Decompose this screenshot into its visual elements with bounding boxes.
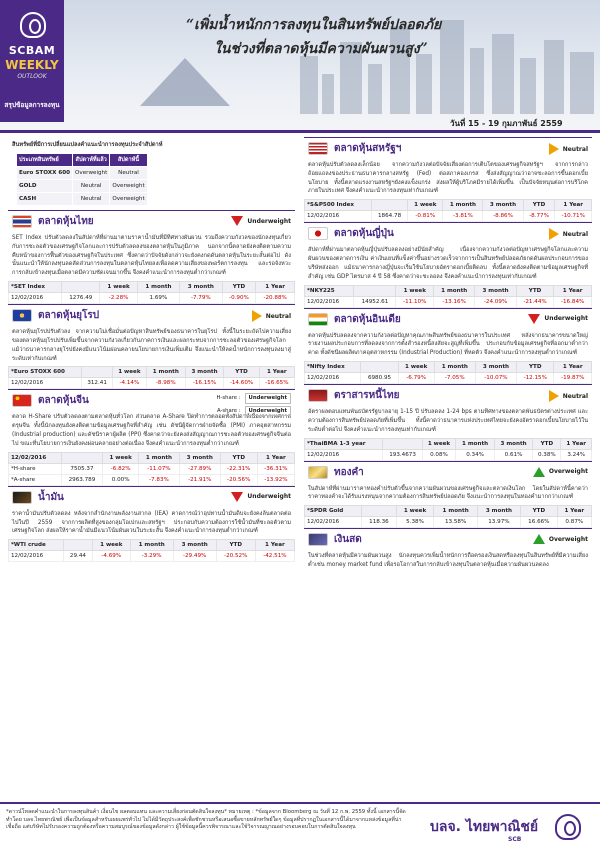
rating-label: Neutral	[562, 145, 588, 153]
performance-header-row	[305, 200, 592, 211]
section-china	[8, 389, 295, 485]
mountain-graphic	[140, 58, 230, 106]
row-index: *H-share	[9, 463, 62, 474]
left-column	[8, 137, 295, 562]
period-header: 1 month	[146, 367, 185, 378]
performance-table	[8, 452, 295, 486]
rating-label: Neutral	[265, 312, 291, 320]
section-body: ตลาดหุ้นปรับลดลงจากความกังวลต่อปัญหาคุณภาพสินทรัพย์ของธนาคารในประเทศ หลังจากธนาคารขนาดใหญ่รายงานผลประกอบการที่ลดลงจากการตั้งสำรองหนี้สงสัยจะสูญที่เพิ่มขึ้น ประกอบกับข้อมูลเศรษฐกิจที่ออกมาต่ำกว่าคาด ทั้งดัชนีผลผลิตภาคอุตสาหกรรม (Industrial Production) ที่หดตัว จึงคงคำแนะนำการลงทุนต่ำกว่าเกณฑ์	[308, 332, 588, 357]
section-body: ราคาน้ำมันปรับตัวลดลง หลังจากสำนักงานพลังงานสากล (IEA) คาดการณ์ว่าอุปทานน้ำมันดิบจะยังคงล้นตลาดต่อไปในปี 2559 จากการผลิตที่สูงของกลุ่มโอเปกและสหรัฐฯ ประกอบกับความต้องการใช้น้ำมันที่ชะลอตัวตามเศรษฐกิจโลก ส่งผลให้ราคาน้ำมันมีแนวโน้มผันผวนในระยะสั้น จึงคงคำแนะนำการลงทุนต่ำกว่าเกณฑ์	[12, 510, 291, 535]
section-body: ตลาดหุ้นยุโรปปรับตัวลง จากความไม่เชื่อมั่นต่อปัญหาสินทรัพย์ของธนาคารในยุโรป ทั้งนี้ในระยะถัดไปความเสี่ยงของตลาดหุ้นยุโรปปรับเพิ่มขึ้นจากความกังวลเกี่ยวกับภาคการเงินและผลกระทบจากการชะลอตัวของเศรษฐกิจโลก แม้ว่าธนาคารกลางยุโรปยังคงมีแนวโน้มผ่อนคลายนโยบายการเงินเพิ่มเติม จึงแนะนำให้ลดน้ำหนักการลงทุนลงมาสู่ระดับเท่ากับเกณฑ์	[12, 329, 291, 362]
table-date: 12/02/2016	[9, 452, 62, 463]
period-header: YTD	[222, 282, 256, 293]
perf-value: -0.81%	[408, 211, 443, 222]
header-blank	[63, 540, 92, 551]
arrow-down-icon	[231, 492, 243, 502]
period-header: 1 week	[396, 285, 434, 296]
hshare-rating	[216, 393, 291, 403]
perf-value: -8.98%	[146, 378, 185, 389]
row-date: 12/02/2016	[9, 378, 82, 389]
performance-header-row	[305, 438, 592, 449]
rating-badge	[231, 492, 291, 502]
performance-header-row	[9, 367, 295, 378]
period-header: 3 month	[180, 282, 222, 293]
company-name: บลจ. ไทยพาณิชย์	[430, 819, 539, 835]
section-title: ตลาดหุ้นไทย	[38, 216, 94, 227]
perf-value: -24.09%	[475, 296, 516, 307]
perf-value: -20.52%	[216, 551, 255, 562]
period-header: YTD	[517, 362, 554, 373]
period-header: 1 week	[398, 362, 434, 373]
allocation-cell: Euro STOXX 600	[17, 167, 73, 180]
building-graphic	[440, 20, 464, 114]
performance-header-row	[305, 506, 592, 517]
index-name: *S&P500 Index	[305, 200, 372, 211]
period-header: YTD	[216, 540, 255, 551]
allocation-cell: Overweight	[110, 180, 147, 193]
perf-value: -8.77%	[523, 211, 555, 222]
perf-value: -13.16%	[434, 296, 475, 307]
perf-value: -11.10%	[396, 296, 434, 307]
performance-row	[305, 517, 592, 528]
period-header: 1 month	[443, 200, 483, 211]
allocation-intro: สินทรัพย์ที่มีการเปลี่ยนแปลงคำแนะนำการลงทุนประจำสัปดาห์	[12, 142, 163, 148]
share-ratings	[216, 393, 291, 418]
header-subtitle: สรุปข้อมูลการลงทุน	[0, 100, 64, 110]
thai-flag-icon	[12, 215, 32, 228]
japan-flag-icon	[308, 227, 328, 240]
row-price: 118.36	[362, 517, 396, 528]
arrow-down-icon	[528, 314, 540, 324]
cash-flag-icon	[308, 533, 328, 546]
section-header	[8, 486, 295, 508]
allocation-header-row	[17, 154, 148, 167]
building-graphic	[368, 64, 382, 114]
period-header: 1 Year	[257, 452, 294, 463]
performance-header-row	[305, 362, 592, 373]
perf-value: 16.66%	[521, 517, 558, 528]
allocation-row	[17, 193, 148, 206]
allocation-header-cell: สัปดาห์ที่แล้ว	[73, 154, 110, 167]
section-header	[304, 137, 592, 159]
period-header: 3 month	[173, 540, 216, 551]
rating-badge	[252, 310, 291, 322]
allocation-row	[17, 167, 148, 180]
perf-value: -16.15%	[185, 378, 224, 389]
ashare-label: A-share :	[216, 407, 241, 414]
period-header: 1 week	[408, 200, 443, 211]
performance-row	[9, 463, 295, 474]
china-flag-icon	[12, 394, 32, 407]
section-header	[304, 308, 592, 330]
section-body: สัปดาห์ที่ผ่านมาตลาดหุ้นญี่ปุ่นปรับลดลงอย่างมีนัยสำคัญ เนื่องจากความกังวลต่อปัญหาเศรษฐกิจโลกและความผันผวนของตลาดการเงิน ค่าเงินเยนที่แข็งค่าขึ้นอย่างรวดเร็วจากการเป็นสินทรัพย์ปลอดภัยกดดันผลประกอบการของบริษัทส่งออก แม้ธนาคารกลางญี่ปุ่นจะเริ่มใช้นโยบายอัตราดอกเบี้ยติดลบ ทั้งนี้ตลาดยังคงติดตามข้อมูลเศรษฐกิจที่สำคัญ เช่น GDP ไตรมาส 4 ปี 58 ซึ่งคาดว่าจะชะลอลง จึงคงคำแนะนำการลงทุนเท่ากับเกณฑ์	[308, 247, 588, 280]
performance-row	[305, 211, 592, 222]
rating-badge	[549, 390, 588, 402]
performance-header-row	[9, 452, 295, 463]
section-header	[8, 389, 295, 414]
arrow-right-icon	[549, 228, 559, 240]
perf-value: -21.91%	[179, 474, 220, 485]
section-title: ทองคำ	[334, 466, 364, 478]
perf-value: -6.82%	[103, 463, 139, 474]
period-header: 1 Year	[561, 438, 592, 449]
perf-value: -10.07%	[475, 373, 516, 384]
row-date: 12/02/2016	[305, 449, 383, 460]
period-header: 1 week	[396, 506, 434, 517]
building-graphic	[492, 34, 514, 114]
header-divider	[0, 130, 600, 133]
perf-value: -12.15%	[517, 373, 554, 384]
allocation-cell: Neutral	[73, 193, 110, 206]
india-flag-icon	[308, 313, 328, 326]
building-graphic	[322, 74, 334, 114]
performance-header-row	[9, 282, 295, 293]
period-header: YTD	[220, 452, 257, 463]
perf-value: -7.83%	[139, 474, 180, 485]
rating-label: Overweight	[548, 468, 588, 476]
perf-value: -20.56%	[220, 474, 257, 485]
period-header: 1 Year	[256, 282, 295, 293]
perf-value: 0.00%	[103, 474, 139, 485]
period-header: 1 week	[112, 367, 146, 378]
perf-value: -4.69%	[92, 551, 130, 562]
period-header: 1 week	[103, 452, 139, 463]
section-body: SET Index ปรับตัวลดลงในสัปดาห์ที่ผ่านมาตามราคาน้ำมันที่มีทิศทางผันผวน รวมถึงความกังวลของนักลงทุนเกี่ยวกับการชะลอตัวของเศรษฐกิจโลกและการปรับตัวลดลงของตลาดหุ้นในภูมิภาค นอกจากนี้ตลาดยังคงติดตามความคืบหน้าของการฟื้นตัวของเศรษฐกิจในประเทศ ซึ่งคาดว่าปัจจัยดังกล่าวจะยังคงกดดันตลาดหุ้นในระยะสั้นต่อไป ดังนั้นแนะนำให้นักลงทุนลดสัดส่วนการลงทุนในตลาดหุ้นไทยลงเพื่อลดความเสี่ยงของพอร์ตการลงทุน และรอจังหวะการกลับเข้าลงทุนเมื่อตลาดมีความชัดเจนมากขึ้น จึงคงคำแนะนำการลงทุนต่ำกว่าเกณฑ์	[12, 235, 291, 277]
index-name: *Euro STOXX 600	[9, 367, 82, 378]
performance-row	[9, 551, 295, 562]
bond-flag-icon	[308, 389, 328, 402]
perf-value: -13.92%	[257, 474, 294, 485]
index-name: *WTI crude	[9, 540, 64, 551]
section-header	[304, 384, 592, 406]
performance-table	[304, 199, 592, 222]
rating-badge	[533, 467, 588, 477]
perf-value: -21.44%	[516, 296, 554, 307]
period-header: YTD	[523, 200, 555, 211]
period-header: 1 week	[100, 282, 137, 293]
period-header: 1 month	[139, 452, 180, 463]
perf-value: 13.58%	[434, 517, 477, 528]
rating-badge	[549, 228, 588, 240]
row-date: 12/02/2016	[9, 551, 64, 562]
period-header: 1 month	[434, 362, 475, 373]
performance-row	[305, 373, 592, 384]
header-blank	[371, 200, 407, 211]
row-price: 193.4673	[383, 449, 422, 460]
performance-table	[8, 539, 295, 562]
row-date: 12/02/2016	[305, 211, 372, 222]
allocation-header-cell: ประเภทสินทรัพย์	[17, 154, 73, 167]
section-body: ในช่วงที่ตลาดหุ้นมีความผันผวนสูง นักลงทุนควรเพิ่มน้ำหนักการถือครองเงินสดหรือลงทุนในสินทรัพย์ที่มีความเสี่ยงต่ำเช่น money market fund เพื่อรอโอกาสในการกลับเข้าลงทุนในตลาดหุ้นเมื่อความผันผวนลดลง	[308, 553, 588, 569]
section-body: ในสัปดาห์ที่ผ่านมาราคาทองคำปรับตัวขึ้นจากความผันผวนของเศรษฐกิจและตลาดเงินโลก โดยในสัปดาห์นี้คาดว่าราคาทองคำจะได้รับแรงหนุนจากความต้องการสินทรัพย์ปลอดภัย จึงแนะนำการลงทุนในทองคำมากกว่าเกณฑ์	[308, 485, 588, 501]
period-header: 1 month	[137, 282, 179, 293]
section-title: น้ำมัน	[38, 491, 64, 503]
performance-row	[9, 293, 295, 304]
section-title: ตลาดหุ้นญี่ปุ่น	[334, 228, 394, 240]
performance-row	[9, 474, 295, 485]
row-price: 1276.49	[62, 293, 100, 304]
disclaimer: *ดาวน์โหลดคำแนะนำในการลงทุนสินค้า เงื่อนไข ผลตอบแทน และความเสี่ยงก่อนตัดสินใจลงทุน* หมายเหตุ : *ข้อมูลจาก Bloomberg ณ วันที่ 12 ก.พ. 2559 ทั้งนี้ เอกสารนี้จัดทำโดย บลจ.ไทยพาณิชย์ เพื่อเป็นข้อมูลสำหรับเผยแพร่ทั่วไป ไม่ได้มีวัตถุประสงค์เพื่อชักชวนหรือเสนอซื้อขายหลักทรัพย์ใดๆ ข้อมูลที่ปรากฏในเอกสารนี้ได้มาจากแหล่งข้อมูลที่น่าเชื่อถือ แต่บริษัทไม่รับรองความถูกต้องหรือความสมบูรณ์ของข้อมูลดังกล่าว ผู้ใช้ข้อมูลนี้ควรพิจารณาและใช้วิจารณญาณอย่างรอบคอบในการตัดสินใจลงทุน	[6, 809, 406, 831]
building-graphic	[470, 48, 484, 114]
section-header	[8, 210, 295, 232]
arrow-right-icon	[549, 390, 559, 402]
period-header: 1 month	[130, 540, 173, 551]
perf-value: 13.97%	[477, 517, 520, 528]
header-blank	[61, 452, 103, 463]
rating-label: Underweight	[544, 315, 588, 323]
perf-value: -3.81%	[443, 211, 483, 222]
allocation-cell: GOLD	[17, 180, 73, 193]
performance-table	[8, 281, 295, 304]
row-index: *A-share	[9, 474, 62, 485]
period-header: 3 month	[477, 506, 520, 517]
section-japan	[304, 222, 592, 307]
allocation-row	[17, 180, 148, 193]
header-blank	[82, 367, 113, 378]
scb-footer-logo-icon	[555, 814, 581, 840]
period-header: 1 Year	[255, 540, 294, 551]
section-europe	[8, 304, 295, 389]
row-price: 29.44	[63, 551, 92, 562]
company-sub: SCB	[508, 836, 522, 843]
allocation-cell: Overweight	[110, 193, 147, 206]
period-header: 3 month	[494, 438, 532, 449]
rating-label: Neutral	[562, 392, 588, 400]
footer	[0, 802, 600, 849]
period-header: 1 month	[434, 506, 477, 517]
ashare-value: Underweight	[245, 406, 291, 416]
hshare-label: H-share :	[216, 395, 241, 402]
headline-line-2: ในช่วงที่ตลาดหุ้นมีความผันผวนสูง”	[214, 41, 428, 57]
row-price: 2963.789	[61, 474, 103, 485]
arrow-right-icon	[252, 310, 262, 322]
building-graphic	[416, 54, 432, 114]
section-us	[304, 137, 592, 222]
performance-row	[9, 378, 295, 389]
row-price: 14952.61	[354, 296, 396, 307]
arrow-up-icon	[533, 467, 545, 477]
period-header: YTD	[224, 367, 259, 378]
right-column	[304, 137, 592, 573]
performance-table	[304, 361, 592, 384]
perf-value: 0.08%	[422, 449, 456, 460]
rating-label: Underweight	[247, 217, 291, 225]
performance-table	[304, 438, 592, 461]
row-date: 12/02/2016	[305, 373, 361, 384]
allocation-table	[16, 153, 148, 206]
period-header: YTD	[521, 506, 558, 517]
section-thai	[8, 210, 295, 304]
period-header: 3 month	[475, 285, 516, 296]
section-title: ตราสารหนี้ไทย	[334, 390, 400, 402]
rating-label: Neutral	[562, 230, 588, 238]
performance-table	[8, 366, 295, 389]
perf-value: -22.31%	[220, 463, 257, 474]
performance-header-row	[305, 285, 592, 296]
perf-value: 5.38%	[396, 517, 434, 528]
perf-value: -8.86%	[483, 211, 523, 222]
section-title: ตลาดหุ้นจีน	[38, 395, 89, 407]
period-header: YTD	[516, 285, 554, 296]
allocation-cell: Overweight	[73, 167, 110, 180]
perf-value: -2.28%	[100, 293, 137, 304]
period-header: 3 month	[483, 200, 523, 211]
perf-value: -7.79%	[180, 293, 222, 304]
perf-value: -11.07%	[139, 463, 180, 474]
ashare-rating	[216, 406, 291, 416]
period-header: 3 month	[185, 367, 224, 378]
section-header	[8, 304, 295, 326]
allocation-cell: Neutral	[110, 167, 147, 180]
index-name: *ThaiBMA 1-3 year	[305, 438, 383, 449]
outlook-label: OUTLOOK	[17, 73, 47, 80]
section-gold	[304, 461, 592, 529]
perf-value: -16.65%	[259, 378, 294, 389]
section-header	[304, 461, 592, 483]
perf-value: -27.89%	[179, 463, 220, 474]
gold-flag-icon	[308, 466, 328, 479]
row-date: 12/02/2016	[305, 517, 362, 528]
scb-logo-icon	[20, 12, 46, 38]
product-name: WEEKLY	[5, 58, 59, 72]
performance-row	[305, 296, 592, 307]
row-price: 6980.95	[361, 373, 398, 384]
row-date: 12/02/2016	[9, 293, 62, 304]
allocation-header-cell: สัปดาห์นี้	[110, 154, 147, 167]
rating-badge	[549, 143, 588, 155]
section-oil	[8, 486, 295, 562]
performance-header-row	[9, 540, 295, 551]
performance-table	[304, 285, 592, 308]
perf-value: 0.34%	[456, 449, 494, 460]
headline-line-1: “เพิ่มน้ำหนักการลงทุนในสินทรัพย์ปลอดภัย	[186, 17, 442, 33]
row-price: 7505.37	[61, 463, 103, 474]
section-header	[304, 222, 592, 244]
building-graphic	[570, 52, 594, 114]
perf-value: 0.87%	[557, 517, 591, 528]
index-name: *Nifty Index	[305, 362, 361, 373]
rating-badge	[533, 534, 588, 544]
arrow-down-icon	[231, 216, 243, 226]
perf-value: -16.84%	[554, 296, 592, 307]
header-banner	[0, 0, 600, 132]
section-header	[304, 528, 592, 550]
header-blank	[361, 362, 398, 373]
perf-value: -19.87%	[554, 373, 592, 384]
row-date: 12/02/2016	[305, 296, 354, 307]
section-body: ตลาด H-Share ปรับตัวลดลงตามตลาดหุ้นทั่วโลก ส่วนตลาด A-Share ปิดทำการตลอดทั้งสัปดาห์เนื่องจากเทศกาลตรุษจีน ทั้งนี้นักลงทุนยังคงติดตามข้อมูลเศรษฐกิจที่สำคัญ เช่น ดัชนีผู้จัดการฝ่ายจัดซื้อ (PMI) ภาคอุตสาหกรรม (Industrial production) และดัชนีราคาผู้ผลิต (PPI) ซึ่งคาดว่าจะยังคงส่งสัญญาณการชะลอตัวของเศรษฐกิจจีนต่อไป ขณะที่นโยบายการเงินยังคงผ่อนคลายอย่างต่อเนื่อง จึงคงคำแนะนำการลงทุนต่ำกว่าเกณฑ์	[12, 414, 291, 447]
row-price: 1864.78	[371, 211, 407, 222]
row-price: 312.41	[82, 378, 113, 389]
index-name: *SPDR Gold	[305, 506, 362, 517]
allocation-cell: Neutral	[73, 180, 110, 193]
perf-value: -42.51%	[255, 551, 294, 562]
section-title: ตลาดหุ้นอินเดีย	[334, 313, 401, 325]
section-india	[304, 308, 592, 384]
section-title: ตลาดหุ้นสหรัฐฯ	[334, 143, 402, 154]
period-header: 1 week	[422, 438, 456, 449]
perf-value: -6.79%	[398, 373, 434, 384]
perf-value: 3.24%	[561, 449, 592, 460]
perf-value: -14.60%	[224, 378, 259, 389]
arrow-right-icon	[549, 143, 559, 155]
perf-value: -10.71%	[555, 211, 592, 222]
header-blank	[62, 282, 100, 293]
index-name: *NKY225	[305, 285, 354, 296]
period-header: 1 month	[434, 285, 475, 296]
building-graphic	[520, 58, 536, 114]
rating-badge	[231, 216, 291, 226]
perf-value: -4.14%	[112, 378, 146, 389]
section-title: เงินสด	[334, 534, 362, 546]
performance-row	[305, 449, 592, 460]
perf-value: -20.88%	[256, 293, 295, 304]
hshare-value: Underweight	[245, 393, 291, 403]
rating-label: Overweight	[548, 535, 588, 543]
header-blank	[354, 285, 396, 296]
perf-value: -36.31%	[257, 463, 294, 474]
rating-badge	[528, 314, 588, 324]
header-blank	[383, 438, 422, 449]
allocation-cell: CASH	[17, 193, 73, 206]
oil-flag-icon	[12, 491, 32, 504]
period-header: 1 Year	[554, 285, 592, 296]
arrow-up-icon	[533, 534, 545, 544]
building-graphic	[300, 56, 318, 114]
perf-value: -7.05%	[434, 373, 475, 384]
perf-value: -0.90%	[222, 293, 256, 304]
perf-value: 0.61%	[494, 449, 532, 460]
section-body: ตลาดหุ้นปรับตัวลดลงเล็กน้อย จากความกังวลต่อปัจจัยเสี่ยงต่อการเติบโตของเศรษฐกิจสหรัฐฯ จากการกล่าวถ้อยแถลงของประธานธนาคารกลางสหรัฐ (Fed) ต่อสภาคองเกรส ซึ่งส่งสัญญาณว่าอาจชะลอการขึ้นดอกเบี้ยนโยบาย ทั้งนี้ตลาดแรงงานสหรัฐฯยังคงแข็งแกร่ง ส่งผลให้ผู้บริโภคมีรายได้เพิ่มขึ้น เป็นปัจจัยหนุนต่อการบริโภคภายในประเทศ จึงคงคำแนะนำการลงทุนเท่ากับเกณฑ์	[308, 162, 588, 195]
section-body: อัตราผลตอบแทนพันธบัตรรัฐบาลอายุ 1-15 ปี ปรับลดลง 1-24 bps ตามทิศทางของตลาดพันธบัตรต่างประเทศ และความต้องการสินทรัพย์ปลอดภัยที่เพิ่มขึ้น ทั้งนี้คาดว่าธนาคารแห่งประเทศไทยจะยังคงอัตราดอกเบี้ยนโยบายไว้ในระดับต่ำต่อไป จึงคงคำแนะนำการลงทุนเท่ากับเกณฑ์	[308, 409, 588, 433]
perf-value: -3.29%	[130, 551, 173, 562]
performance-table	[304, 505, 592, 528]
period-header: YTD	[533, 438, 561, 449]
period-header: 3 month	[475, 362, 516, 373]
us-flag-icon	[308, 142, 328, 155]
period-header: 1 Year	[555, 200, 592, 211]
period-header: 1 Year	[557, 506, 591, 517]
eu-flag-icon	[12, 309, 32, 322]
perf-value: 1.69%	[137, 293, 179, 304]
header-blank	[362, 506, 396, 517]
period-header: 1 month	[456, 438, 494, 449]
brand-name: SCBAM	[8, 44, 56, 57]
section-cash	[304, 528, 592, 573]
rating-label: Underweight	[247, 493, 291, 501]
index-name: *SET Index	[9, 282, 62, 293]
section-title: ตลาดหุ้นยุโรป	[38, 310, 100, 322]
perf-value: 0.38%	[533, 449, 561, 460]
period-header: 1 Year	[554, 362, 592, 373]
perf-value: -29.49%	[173, 551, 216, 562]
period-header: 1 Year	[259, 367, 294, 378]
period-header: 3 month	[179, 452, 220, 463]
section-bond	[304, 384, 592, 460]
issue-date: วันที่ 15 - 19 กุมภาพันธ์ 2559	[450, 119, 563, 128]
building-graphic	[544, 40, 564, 114]
period-header: 1 week	[92, 540, 130, 551]
